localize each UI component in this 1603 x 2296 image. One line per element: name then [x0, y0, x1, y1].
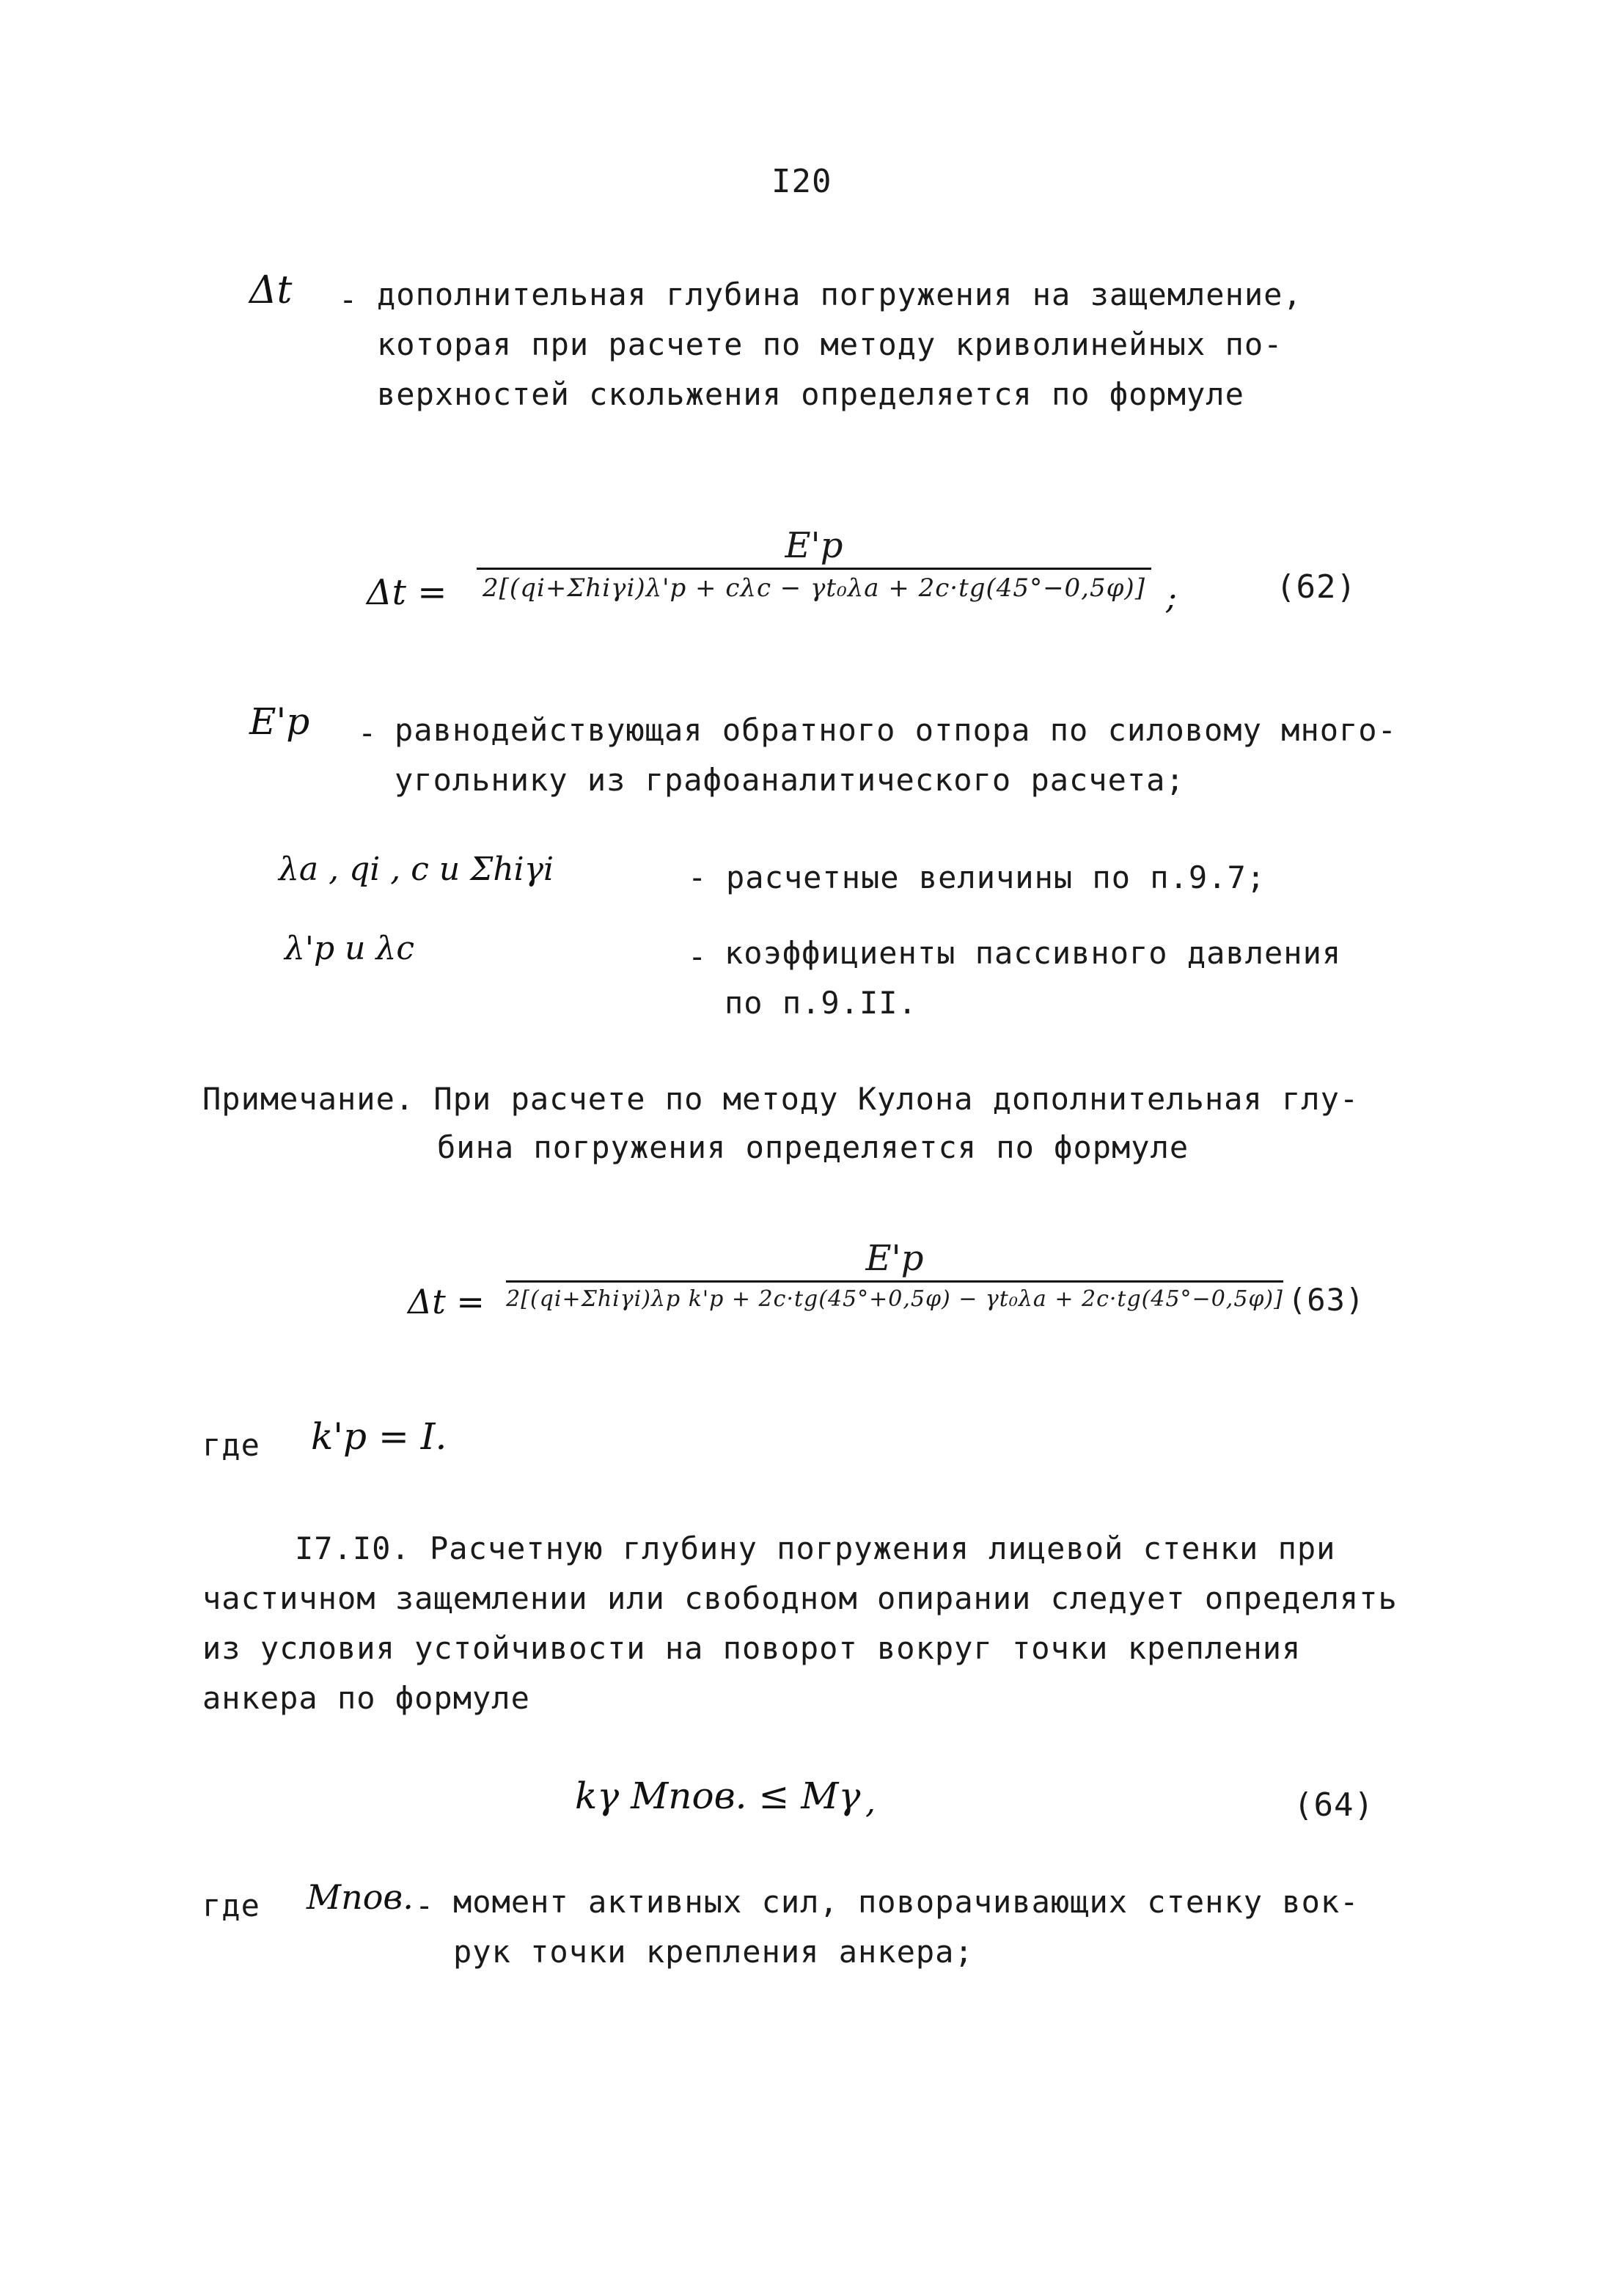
dt-def-line-1: дополнительная глубина погружения на защемление, [377, 276, 1302, 312]
formula63-number: (63) [1288, 1282, 1365, 1318]
formula64-comma: , [865, 1783, 876, 1821]
page-number: I20 [771, 163, 832, 200]
formula62-number: (62) [1276, 568, 1357, 606]
ep-dash: - [358, 715, 378, 751]
section-1710 [202, 1524, 1398, 1723]
dt-symbol: Δt [249, 268, 293, 312]
lambda-a-definition: расчетные величины по п.9.7; [726, 859, 1266, 895]
lambda-p-def-line-2: по п.9.II. [725, 985, 917, 1021]
dt-def-line-2: которая при расчете по методу криволинейных по- [377, 326, 1283, 362]
formula62-fraction [477, 525, 1151, 603]
formula64-expr: kγ Mпов. ≤ Mγ [575, 1775, 861, 1817]
mpov-definition [453, 1877, 1359, 1977]
section-1710-line-1: I7.I0. Расчетную глубину погружения лицевой стенки при [295, 1530, 1336, 1566]
section-1710-line-4: анкера по формуле [202, 1680, 530, 1716]
lambda-p-dash: - [688, 939, 708, 975]
formula63-fraction [506, 1238, 1283, 1312]
formula63-numerator: E'p [865, 1238, 924, 1279]
ep-def-line-1: равнодействующая обратного отпора по силовому много- [395, 712, 1397, 748]
dt-dash: - [339, 282, 359, 318]
section-1710-line-3: из условия устойчивости на поворот вокруг точки крепления [202, 1630, 1302, 1666]
mpov-dash: - [415, 1888, 435, 1923]
formula62-numerator: E'p [785, 525, 843, 566]
lambda-p-symbols: λ'p и λc [285, 930, 414, 967]
formula63-lhs: Δt = [408, 1282, 485, 1321]
lambda-p-def-line-1: коэффициенты пассивного давления [725, 935, 1342, 971]
ep-def-line-2: угольнику из графоаналитического расчета; [395, 762, 1185, 798]
dt-definition [377, 270, 1302, 419]
ep-definition [395, 705, 1397, 805]
where-kp-label: где [202, 1427, 260, 1463]
section-1710-line-2: частичном защемлении или свободном опирании следует определять [202, 1580, 1398, 1616]
mpov-symbol: Mпов. [307, 1877, 414, 1917]
mpov-def-line-1: момент активных сил, поворачивающих стенку вок- [453, 1884, 1360, 1920]
lambda-p-definition [725, 928, 1341, 1028]
where-kp-expr: k'p = I. [311, 1415, 447, 1458]
lambda-a-symbols: λa , qi , c и Σhiγi [279, 851, 554, 888]
formula64-number: (64) [1294, 1786, 1374, 1824]
formula62-lhs: Δt = [367, 572, 447, 613]
where-mpov-label: где [202, 1888, 260, 1923]
formula62-semicolon: ; [1166, 579, 1177, 617]
dt-def-line-3: верхностей скольжения определяется по формуле [377, 376, 1244, 412]
lambda-a-dash: - [688, 859, 708, 895]
formula62-denominator: 2[(qi+Σhiγi)λ'p + cλc − γt₀λa + 2c·tg(45°−0,5φ)] [483, 573, 1145, 603]
note-line-2: бина погружения определяется по формуле [437, 1129, 1189, 1165]
formula63-denominator: 2[(qi+Σhiγi)λp k'p + 2c·tg(45°+0,5φ) − γt₀λa + 2c·tg(45°−0,5φ)] [506, 1286, 1283, 1312]
note-line-1: Примечание. При расчете по методу Кулона дополнительная глу- [202, 1081, 1360, 1117]
mpov-def-line-2: рук точки крепления анкера; [453, 1934, 974, 1970]
ep-symbol: E'p [249, 700, 310, 743]
